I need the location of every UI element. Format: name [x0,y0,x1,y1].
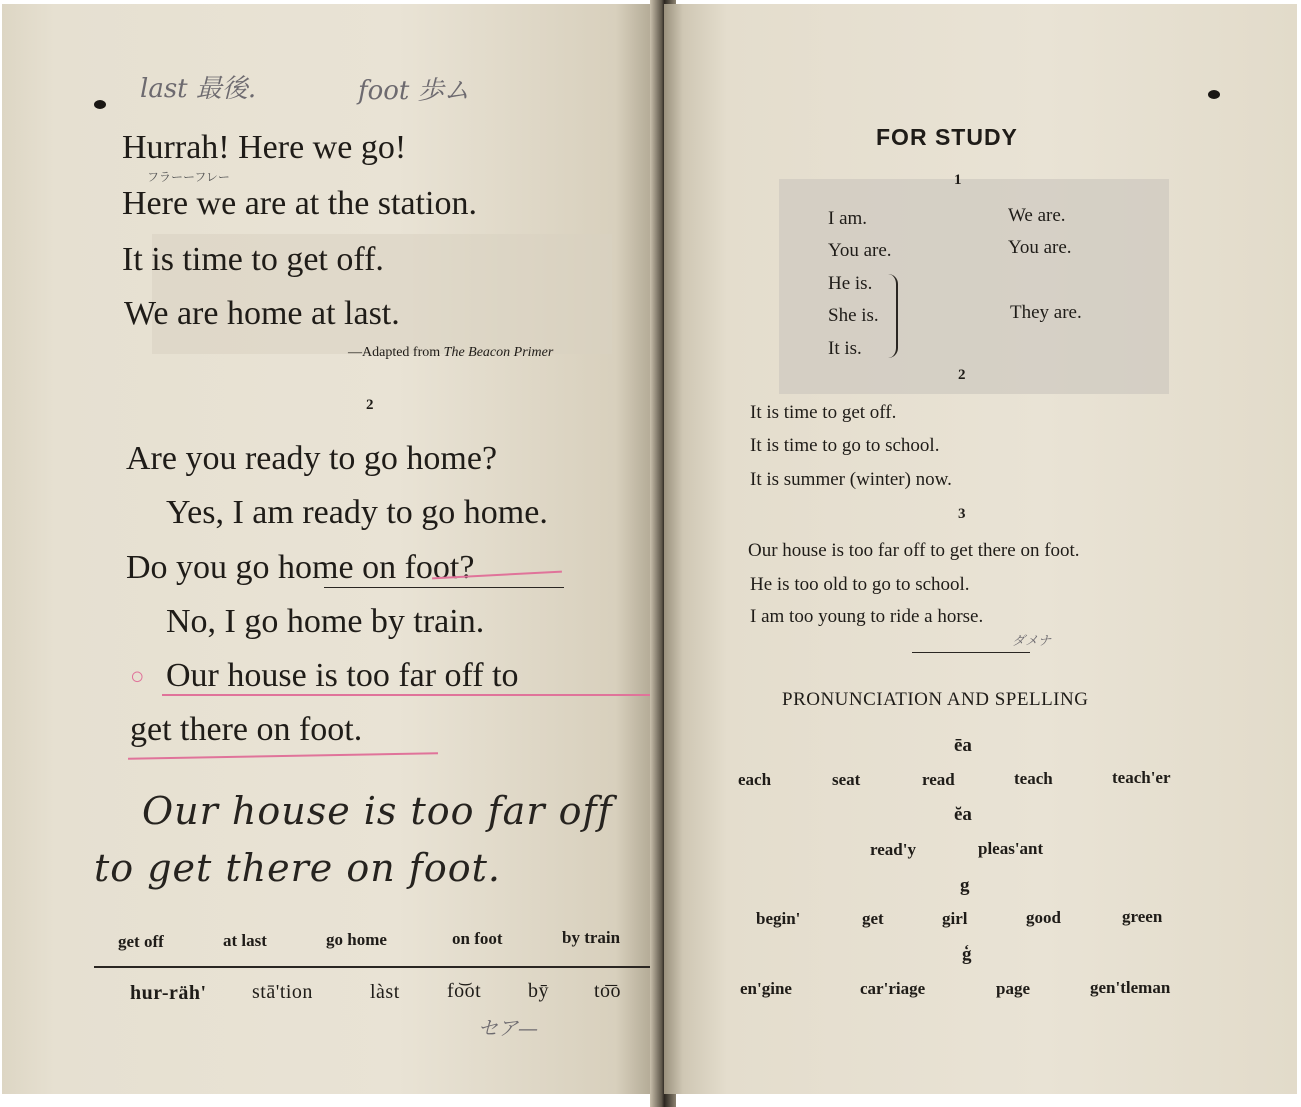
poem-line-4: We are home at last. [124,295,400,332]
group4-symbol: ģ [962,944,972,965]
qa-line-5: Our house is too far off to [166,657,519,694]
qa-line-2: Yes, I am ready to go home. [166,494,548,531]
grouping-brace [886,274,898,358]
section-number-3: 3 [958,506,966,522]
section-heading: PRONUNCIATION AND SPELLING [782,689,1089,710]
pronoun-item: She is. [828,305,879,326]
word-item: teach'er [1112,768,1171,787]
furigana-note: フラーーフレー [147,170,230,184]
handwritten-line-2: to get there on foot. [94,846,501,890]
qa-line-6: get there on foot. [130,711,363,748]
phrase-item: go home [326,930,387,949]
word-item: begin' [756,909,801,928]
page-mark-dot [94,100,106,109]
word-item: en'gine [740,979,792,998]
poem-line-3: It is time to get off. [122,241,384,278]
group2-symbol: ĕa [954,804,972,825]
group3-symbol: g [960,875,970,896]
phrase-item: at last [223,931,267,950]
phrase-item: on foot [452,929,503,948]
section-number: 2 [366,397,374,413]
section2-line: It is time to get off. [750,402,897,423]
word-item: car'riage [860,979,926,998]
handwritten-line-1: Our house is too far off [142,789,613,833]
pronunciation-item: làst [370,981,400,1003]
pronoun-item: You are. [1008,237,1072,258]
attribution-title: The Beacon Primer [443,345,554,360]
word-item: good [1026,908,1061,927]
page-title: FOR STUDY [876,124,1018,150]
pencil-underline [324,587,564,588]
highlight-underline [162,694,652,696]
pronunciation-item: bȳ [528,980,549,1002]
pronoun-item: You are. [828,240,892,261]
pronoun-item: We are. [1008,205,1066,226]
pronunciation-item: fo͝ot [447,980,482,1002]
group1-symbol: ēa [954,735,972,756]
short-rule [912,652,1030,653]
pronunciation-item: to͞o [594,980,622,1002]
handwritten-note-foot: foot 歩ム [358,76,470,106]
pronoun-item: He is. [828,273,873,294]
qa-line-3: Do you go home on foot? [126,549,475,586]
word-item: page [996,979,1030,998]
attribution-prefix: —Adapted from [348,345,441,360]
page-mark-dot [1208,90,1220,99]
poem-line-2: Here we are at the station. [122,185,477,222]
word-item: each [738,770,772,789]
section3-line: I am too young to ride a horse. [750,606,984,627]
handwritten-bottom-note: セア— [478,1016,538,1040]
pronunciation-item: stā'tion [252,981,313,1003]
word-item: gen'tleman [1090,978,1171,997]
divider-rule [94,966,658,968]
right-page [664,4,1297,1094]
qa-line-1: Are you ready to go home? [126,440,498,477]
section2-line: It is summer (winter) now. [750,469,952,490]
phrase-item: by train [562,928,621,947]
pronoun-item: They are. [1010,302,1082,323]
qa-line-4: No, I go home by train. [166,603,485,640]
pink-circle-mark: ○ [130,664,145,690]
pronoun-item: I am. [828,208,868,229]
word-item: green [1122,907,1163,926]
section-number-2: 2 [958,367,966,383]
highlight-underline [128,752,438,759]
handwritten-note-last: last 最後. [140,74,257,104]
word-item: seat [832,770,861,789]
word-item: get [862,909,884,928]
pronunciation-item: hur-räh' [130,982,207,1004]
phrase-item: get off [118,932,164,951]
word-item: teach [1014,769,1053,788]
word-item: read [922,770,955,789]
handwritten-note: ダメナ [1012,634,1052,649]
section3-line: Our house is too far off to get there on foot. [748,540,1080,561]
section3-line: He is too old to go to school. [750,574,970,595]
pronoun-item: It is. [828,338,862,359]
section-number-1: 1 [954,172,962,188]
left-page [2,4,662,1094]
word-item: read'y [870,840,916,859]
poem-line-1: Hurrah! Here we go! [122,129,407,166]
section2-line: It is time to go to school. [750,435,940,456]
word-item: girl [942,909,968,928]
word-item: pleas'ant [978,839,1044,858]
attribution [348,345,553,361]
